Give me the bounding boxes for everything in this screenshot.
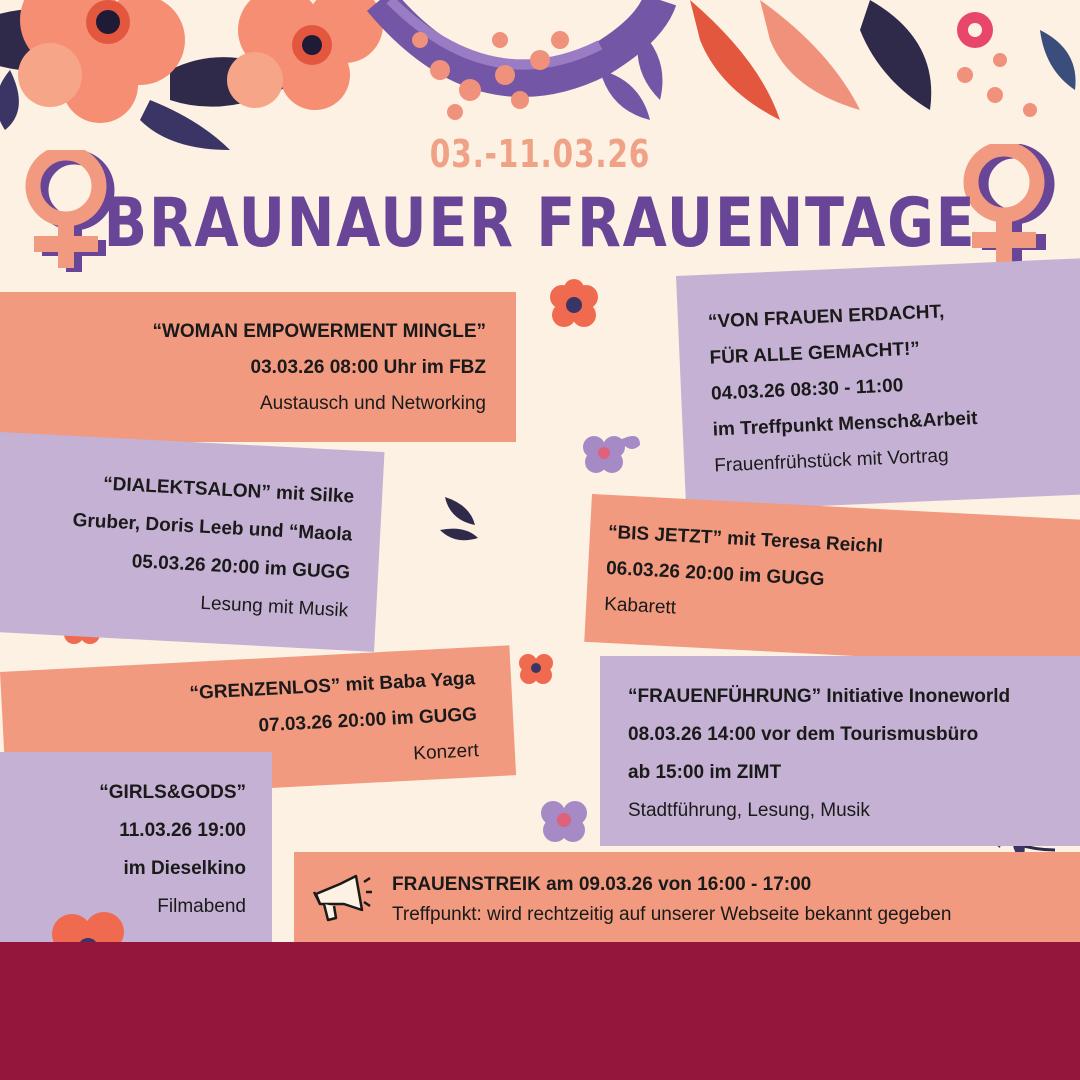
event-card-girls-gods — [0, 752, 272, 942]
event-description: Konzert — [412, 740, 480, 765]
small-flower — [583, 436, 625, 473]
footer-band — [0, 942, 1080, 1080]
event-description: Filmabend — [157, 896, 246, 917]
event-card-frauenfuehrung — [600, 656, 1080, 846]
event-date: 11.03.26 19:00 — [119, 820, 246, 841]
event-location: im Treffpunkt Mensch&Arbeit — [712, 407, 978, 441]
event-date: 06.03.26 20:00 im GUGG — [605, 557, 826, 591]
event-title: FÜR ALLE GEMACHT!” — [709, 338, 921, 369]
event-title: “FRAUENFÜHRUNG” Initiative Inoneworld — [628, 686, 1011, 707]
event-title: “VON FRAUEN ERDACHT, — [707, 301, 945, 333]
event-card-dialektsalon — [0, 432, 384, 652]
event-date: 03.03.26 08:00 Uhr im FBZ — [250, 357, 486, 378]
event-date: 07.03.26 20:00 im GUGG — [258, 704, 478, 737]
event-description: Austausch und Networking — [259, 393, 486, 414]
flower-top-mid — [227, 0, 383, 110]
event-date: 05.03.26 20:00 im GUGG — [131, 551, 351, 584]
small-flower — [541, 801, 587, 842]
poster-title: BRAUNAUER FRAUENTAGE — [103, 184, 977, 263]
event-title: “GRENZENLOS” mit Baba Yaga — [189, 668, 476, 705]
event-location: im Dieselkino — [123, 858, 246, 879]
event-description: Stadtführung, Lesung, Musik — [628, 800, 870, 821]
event-title: “WOMAN EMPOWERMENT MINGLE” — [152, 321, 486, 342]
event-date: 08.03.26 14:00 vor dem Tourismusbüro — [628, 724, 979, 745]
strike-description: Treffpunkt: wird rechtzeitig auf unserer Webseite bekannt gegeben — [392, 904, 952, 925]
megaphone-icon — [306, 864, 374, 932]
event-title: “BIS JETZT” mit Teresa Reichl — [607, 521, 884, 558]
event-description: Kabarett — [603, 593, 677, 619]
event-title: “GIRLS&GODS” — [99, 782, 246, 803]
event-title: Gruber, Doris Leeb und “Maola — [72, 509, 353, 546]
small-flower — [550, 279, 598, 327]
event-title: “DIALEKTSALON” mit Silke — [102, 473, 355, 508]
event-date: 04.03.26 08:30 - 11:00 — [710, 375, 904, 405]
event-card-von-frauen — [676, 258, 1080, 512]
small-flower — [519, 654, 553, 684]
event-card-bis-jetzt — [584, 494, 1080, 668]
event-description: Frauenfrühstück mit Vortrag — [713, 445, 949, 477]
strike-title: FRAUENSTREIK am 09.03.26 von 16:00 - 17:00 — [392, 874, 812, 895]
event-card-woman-empowerment — [0, 292, 516, 442]
event-description: Lesung mit Musik — [199, 592, 349, 622]
strike-banner — [294, 852, 1080, 942]
event-dates: 03.-11.03.26 — [429, 132, 651, 176]
event-date: ab 15:00 im ZIMT — [628, 762, 782, 783]
